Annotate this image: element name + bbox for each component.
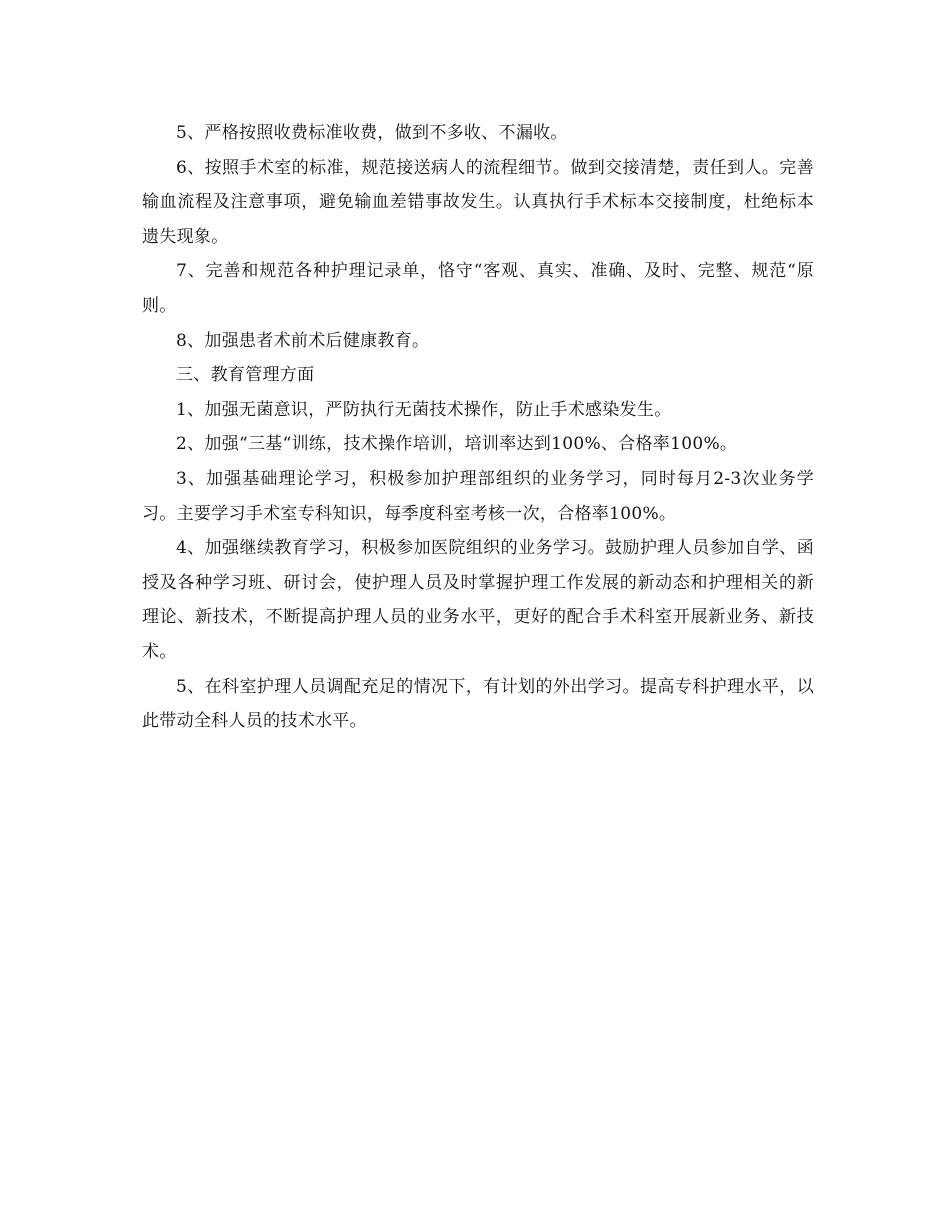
- paragraph-three-basics-training: 2、加强“三基“训练，技术操作培训，培训率达到100%、合格率100%。: [176, 434, 738, 455]
- paragraph-aseptic-awareness: 1、加强无菌意识，严防执行无菌技术操作，防止手术感染发生。: [176, 399, 672, 420]
- paragraph-theory-study: 3、加强基础理论学习，积极参加护理部组织的业务学习，同时每月2-3次业务学习。主要学习手术室专科知识，每季度科室考核一次，合格率100%。: [142, 468, 814, 524]
- paragraph-patient-transfer: 6、按照手术室的标准，规范接送病人的流程细节。做到交接清楚，责任到人。完善输血流程及注意事项，避免输血差错事故发生。认真执行手术标本交接制度，杜绝标本遗失现象。: [142, 157, 814, 247]
- paragraph-fee-standard: 5、严格按照收费标准收费，做到不多收、不漏收。: [176, 123, 568, 143]
- paragraph-health-education: 8、加强患者术前术后健康教育。: [176, 330, 430, 351]
- paragraph-continuing-education: 4、加强继续教育学习，积极参加医院组织的业务学习。鼓励护理人员参加自学、函授及各种学习班、研讨会，使护理人员及时掌握护理工作发展的新动态和护理相关的新理论、新技术，不断提高护理人员的业务水平，更好的配合手术科室开展新业务、新技术。: [142, 538, 814, 662]
- paragraph-external-study: 5、在科室护理人员调配充足的情况下，有计划的外出学习。提高专科护理水平，以此带动全科人员的技术水平。: [142, 676, 814, 732]
- document-body: [142, 116, 814, 739]
- paragraph-nursing-records: 7、完善和规范各种护理记录单，恪守“客观、真实、准确、及时、完整、规范“原则。: [142, 261, 814, 316]
- section-heading-education-management: 三、教育管理方面: [176, 365, 315, 386]
